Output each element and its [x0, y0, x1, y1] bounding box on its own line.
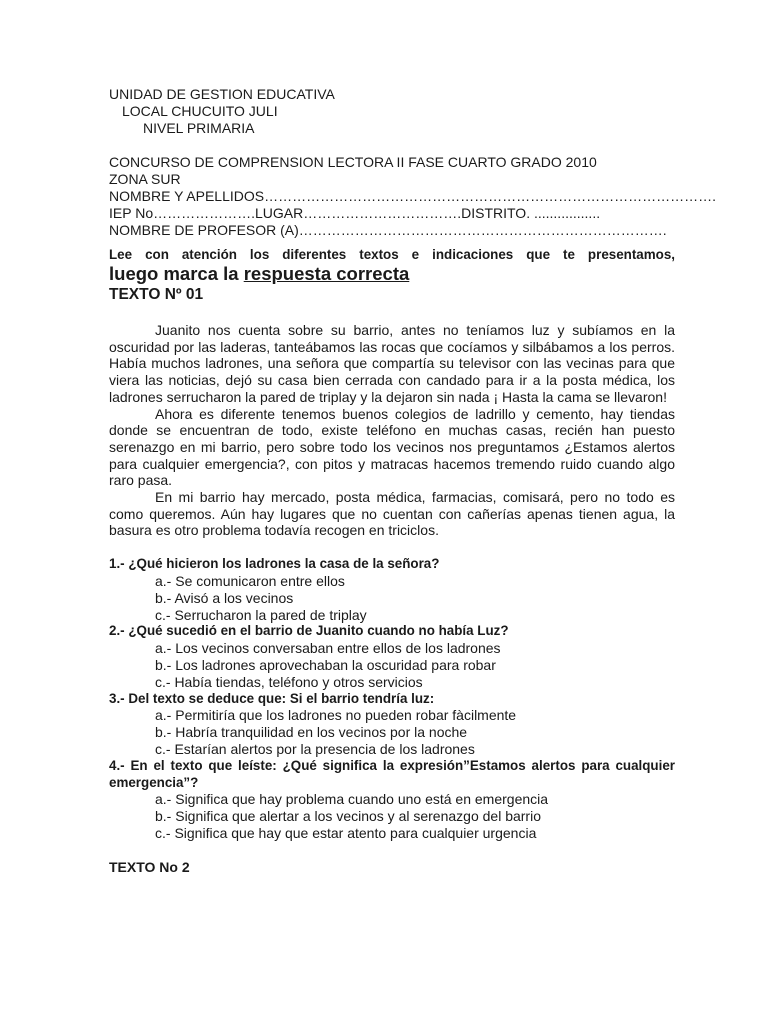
- question-3-option-b: b.- Habría tranquilidad en los vecinos por la noche: [155, 724, 468, 741]
- instruction-prefix: luego marca la: [109, 263, 244, 284]
- question-3-option-a: a.- Permitiría que los ladrones no pueden robar fàcilmente: [155, 707, 517, 724]
- teacher-field: NOMBRE DE PROFESOR (A)…………………………………………………………………….: [109, 222, 667, 238]
- question-4-option-a: a.- Significa que hay problema cuando uno está en emergencia: [155, 791, 549, 808]
- question-3-option-c: c.- Estarían alertos por la presencia de los ladrones: [155, 740, 475, 757]
- instruction-line-2: [109, 263, 675, 285]
- texto2-title: TEXTO No 2: [109, 858, 190, 875]
- document-page: [109, 86, 716, 876]
- texto1-paragraph-3: En mi barrio hay mercado, posta médica, farmacias, comisará, pero no todo es como queremos. Aún hay lugares que no cuentan con cañerías apenas tienen agua, la basura es otro problema todavía recogen en triciclos.: [109, 489, 675, 539]
- question-2-option-b: b.- Los ladrones aprovechaban la oscuridad para robar: [155, 656, 496, 673]
- question-2-option-c: c.- Había tiendas, teléfono y otros servicios: [155, 673, 423, 690]
- question-4-option-b: b.- Significa que alertar a los vecinos y al serenazgo del barrio: [155, 808, 541, 825]
- texto1-title: TEXTO Nº 01: [109, 286, 204, 303]
- instruction-underlined: respuesta correcta: [243, 263, 410, 284]
- header-line-2: LOCAL CHUCUITO JULI: [122, 103, 278, 119]
- header-line-3: NIVEL PRIMARIA: [143, 120, 255, 136]
- question-4-option-c: c.- Significa que hay que estar atento para cualquier urgencia: [155, 824, 537, 841]
- header-line-1: UNIDAD DE GESTION EDUCATIVA: [109, 86, 335, 102]
- question-1-option-c: c.- Serrucharon la pared de triplay: [155, 606, 367, 623]
- texto1-paragraph-2: Ahora es diferente tenemos buenos colegios de ladrillo y cemento, hay tiendas donde se encuentran de todo, existe teléfono en muchas casas, recién han puesto serenazgo en mi barrio, pero sobre todo los vecinos nos preguntamos ¿Estamos alertos para cualquier emergencia?, con pitos y matracas hacemos tremendo ruido cuando algo raro pasa.: [109, 405, 675, 489]
- contest-title: CONCURSO DE COMPRENSION LECTORA II FASE CUARTO GRADO 2010: [109, 154, 597, 170]
- question-3: 3.- Del texto se deduce que: Si el barrio tendría luz:: [109, 690, 435, 706]
- instruction-line-1: Lee con atención los diferentes textos e indicaciones que te presentamos,: [109, 247, 675, 262]
- texto1-paragraph-1: Juanito nos cuenta sobre su barrio, antes no teníamos luz y subíamos en la oscuridad por las laderas, tanteábamos las rocas que cocíamos y silbábamos a los perros. Había muchos ladrones, una señora que compartía su televisor con las vecinas para que viera las noticias, dejó su casa bien cerrada con candado para ir a la posta médica, los ladrones serrucharon la pared de triplay y la dejaron sin nada ¡ Hasta la cama se llevaron!: [109, 322, 675, 405]
- question-1: 1.- ¿Qué hicieron los ladrones la casa de la señora?: [109, 556, 440, 572]
- question-1-option-b: b.- Avisó a los vecinos: [155, 589, 294, 606]
- question-4: 4.- En el texto que leíste: ¿Qué significa la expresión”Estamos alertos para cualquier emergencia”?: [109, 757, 675, 790]
- question-2: 2.- ¿Qué sucedió en el barrio de Juanito cuando no había Luz?: [109, 623, 509, 639]
- question-1-option-a: a.- Se comunicaron entre ellos: [155, 572, 345, 589]
- question-2-option-a: a.- Los vecinos conversaban entre ellos de los ladrones: [155, 640, 501, 657]
- zone-label: ZONA SUR: [109, 171, 181, 187]
- name-field: NOMBRE Y APELLIDOS…………………………………………………………………………………….: [109, 188, 716, 204]
- questions-block: [109, 556, 675, 842]
- iep-field: IEP No………………….LUGAR…………………………….DISTRITO. .................: [109, 205, 601, 221]
